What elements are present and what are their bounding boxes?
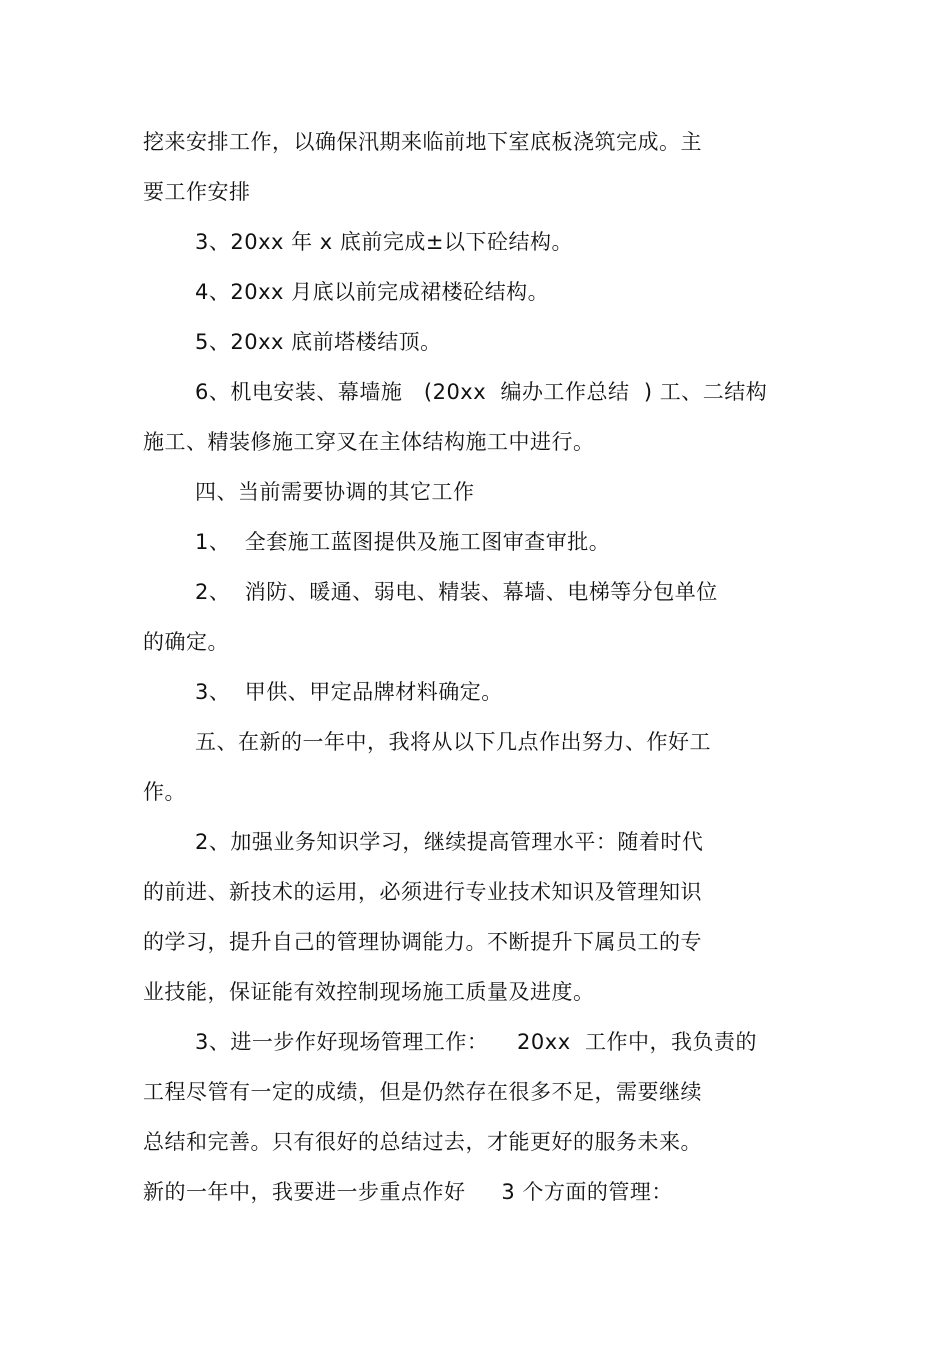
section-heading: 四、当前需要协调的其它工作 <box>195 480 475 504</box>
text-line: 施工、精装修施工穿叉在主体结构施工中进行。 <box>143 430 595 454</box>
list-item: 3、进一步作好现场管理工作： 20xx 工作中，我负责的 <box>195 1030 757 1054</box>
list-item: 1、 全套施工蓝图提供及施工图审查审批。 <box>195 530 611 554</box>
list-item: 2、 消防、暖通、弱电、精装、幕墙、电梯等分包单位 <box>195 580 718 604</box>
text-line: 作。 <box>143 780 186 804</box>
text-line: 的前进、新技术的运用，必须进行专业技术知识及管理知识 <box>143 880 702 904</box>
list-item: 5、20xx 底前塔楼结顶。 <box>195 330 442 354</box>
list-item: 6、机电安装、幕墙施 (20xx 编办工作总结 ) 工、二结构 <box>195 380 768 404</box>
text-line: 的学习，提升自己的管理协调能力。不断提升下属员工的专 <box>143 930 702 954</box>
list-item: 3、20xx 年 x 底前完成±以下砼结构。 <box>195 230 573 254</box>
list-item: 2、加强业务知识学习，继续提高管理水平：随着时代 <box>195 830 704 854</box>
text-line: 业技能，保证能有效控制现场施工质量及进度。 <box>143 980 595 1004</box>
list-item: 3、 甲供、甲定品牌材料确定。 <box>195 680 503 704</box>
text-line: 挖来安排工作，以确保汛期来临前地下室底板浇筑完成。主 <box>143 130 702 154</box>
text-line: 总结和完善。只有很好的总结过去，才能更好的服务未来。 <box>143 1130 702 1154</box>
text-line: 的确定。 <box>143 630 229 654</box>
section-heading: 五、在新的一年中，我将从以下几点作出努力、作好工 <box>195 730 711 754</box>
text-line: 工程尽管有一定的成绩，但是仍然存在很多不足，需要继续 <box>143 1080 702 1104</box>
list-item: 4、20xx 月底以前完成裙楼砼结构。 <box>195 280 550 304</box>
text-line: 要工作安排 <box>143 180 251 204</box>
text-line: 新的一年中，我要进一步重点作好 3 个方面的管理： <box>143 1180 673 1204</box>
